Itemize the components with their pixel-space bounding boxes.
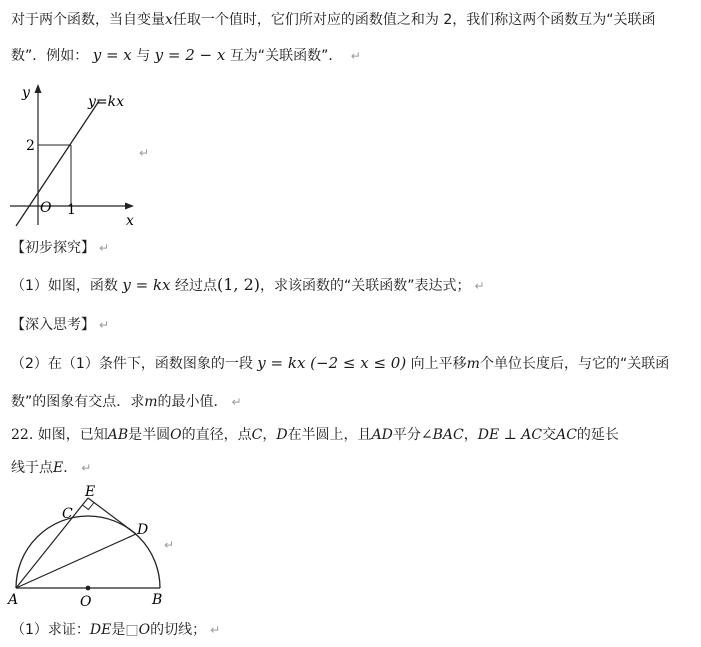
q-text: 线于点 <box>11 460 53 476</box>
point-e: E <box>53 460 64 476</box>
equation-range: y = kx (−2 ≤ x ≤ 0) <box>257 354 407 372</box>
return-mark: ↵ <box>99 241 110 255</box>
q-text: 的延长 <box>576 427 619 443</box>
section-title: 【初步探究】 <box>11 240 95 256</box>
equation-y-eq-x: y = x <box>92 46 132 64</box>
point-c: C <box>251 427 263 443</box>
line-y-kx <box>16 101 99 226</box>
point-1-2: (1, 2) <box>216 275 260 294</box>
point-d: D <box>276 427 288 443</box>
q-text: 平分 <box>392 427 421 443</box>
question-2-line-1 <box>11 353 669 374</box>
seg-ab: AB <box>107 427 129 443</box>
return-mark: ↵ <box>81 461 92 475</box>
intro-text: 任取一个值时，它们所对应的函数值之和为 2，我们称这两个函数互为“关联函 <box>172 12 656 28</box>
q-text: ， <box>262 427 277 443</box>
q-text: 是 <box>111 622 126 638</box>
q-text: 的切线； <box>150 622 207 638</box>
q-text: 如图，已知 <box>37 427 108 443</box>
question-2-line-2 <box>11 392 242 412</box>
q-text: 的最小值． <box>157 394 228 410</box>
intro-text: 互为“关联函数”． <box>229 48 343 64</box>
return-mark: ↵ <box>350 49 361 63</box>
point-o: O <box>138 622 151 638</box>
x-axis-label: x <box>126 213 134 229</box>
intro-text: 对于两个函数，当自变量 <box>11 12 165 28</box>
curve-label: y=kx <box>88 94 125 110</box>
section-heading-initial <box>11 238 109 258</box>
tick-y-2: 2 <box>26 138 35 154</box>
return-mark: ↵ <box>231 395 242 409</box>
section-heading-deep <box>11 315 109 335</box>
var-x: x <box>165 12 173 28</box>
var-m: m <box>466 356 480 372</box>
graph-y-kx <box>0 80 160 230</box>
problem-number: 22. <box>11 427 34 443</box>
question-1 <box>11 275 485 296</box>
label-e: E <box>85 484 96 500</box>
q-text: （1）如图，函数 <box>11 278 118 294</box>
q-text: ，求该函数的“关联函数”表达式； <box>259 278 471 294</box>
center-point <box>86 586 91 591</box>
return-mark: ↵ <box>164 538 175 552</box>
q-text: 交 <box>542 427 557 443</box>
intro-text: 数”．例如： <box>11 48 89 64</box>
point-o: O <box>170 427 182 443</box>
label-c: C <box>62 506 73 522</box>
tick-x-1: 1 <box>67 202 76 218</box>
label-o: O <box>80 594 92 610</box>
return-mark: ↵ <box>210 623 221 637</box>
problem-22-line-1 <box>11 425 619 445</box>
label-d: D <box>137 522 149 538</box>
return-mark: ↵ <box>99 318 110 332</box>
line-ae <box>16 498 88 588</box>
y-axis-label: y <box>22 85 30 101</box>
var-m: m <box>144 394 158 410</box>
y-axis-arrow-icon <box>35 84 42 93</box>
label-b: B <box>152 592 163 608</box>
seg-de: DE <box>89 622 112 638</box>
return-mark: ↵ <box>139 146 150 160</box>
q-text: 在半圆上，且 <box>287 427 372 443</box>
intro-text: 与 <box>136 48 151 64</box>
section-title: 【深入思考】 <box>11 317 95 333</box>
q-text: 经过点 <box>174 278 217 294</box>
return-mark: ↵ <box>474 279 485 293</box>
q-text: ， <box>463 427 478 443</box>
x-axis-arrow-icon <box>125 203 134 210</box>
intro-line-1 <box>11 10 656 30</box>
line-ad <box>16 534 136 588</box>
q-text: 数”的图象有交点．求 <box>11 394 145 410</box>
equation-y-eq-2-minus-x: y = 2 − x <box>154 46 226 64</box>
seg-ad: AD <box>371 427 393 443</box>
q-text: 向上平移 <box>410 356 467 372</box>
origin-label: O <box>40 200 52 216</box>
intro-line-2 <box>11 45 361 66</box>
question-22-1 <box>11 620 220 640</box>
q-text: 是半圆 <box>128 427 171 443</box>
q-text: 个单位长度后，与它的“关联函 <box>479 356 670 372</box>
perp-de-ac: DE ⊥ AC <box>477 427 543 443</box>
equation-y-kx: y = kx <box>122 276 171 294</box>
q-text: （2）在（1）条件下，函数图象的一段 <box>11 356 253 372</box>
q-text: （1）求证： <box>11 622 90 638</box>
semicircle-figure <box>0 482 180 612</box>
missing-glyph-box: □ <box>125 622 139 638</box>
q-text: 的直径，点 <box>181 427 252 443</box>
seg-ac: AC <box>556 427 577 443</box>
problem-22-line-2 <box>11 458 91 478</box>
label-a: A <box>8 592 19 608</box>
angle-bac: ∠BAC <box>420 427 464 443</box>
q-text: ． <box>63 460 78 476</box>
